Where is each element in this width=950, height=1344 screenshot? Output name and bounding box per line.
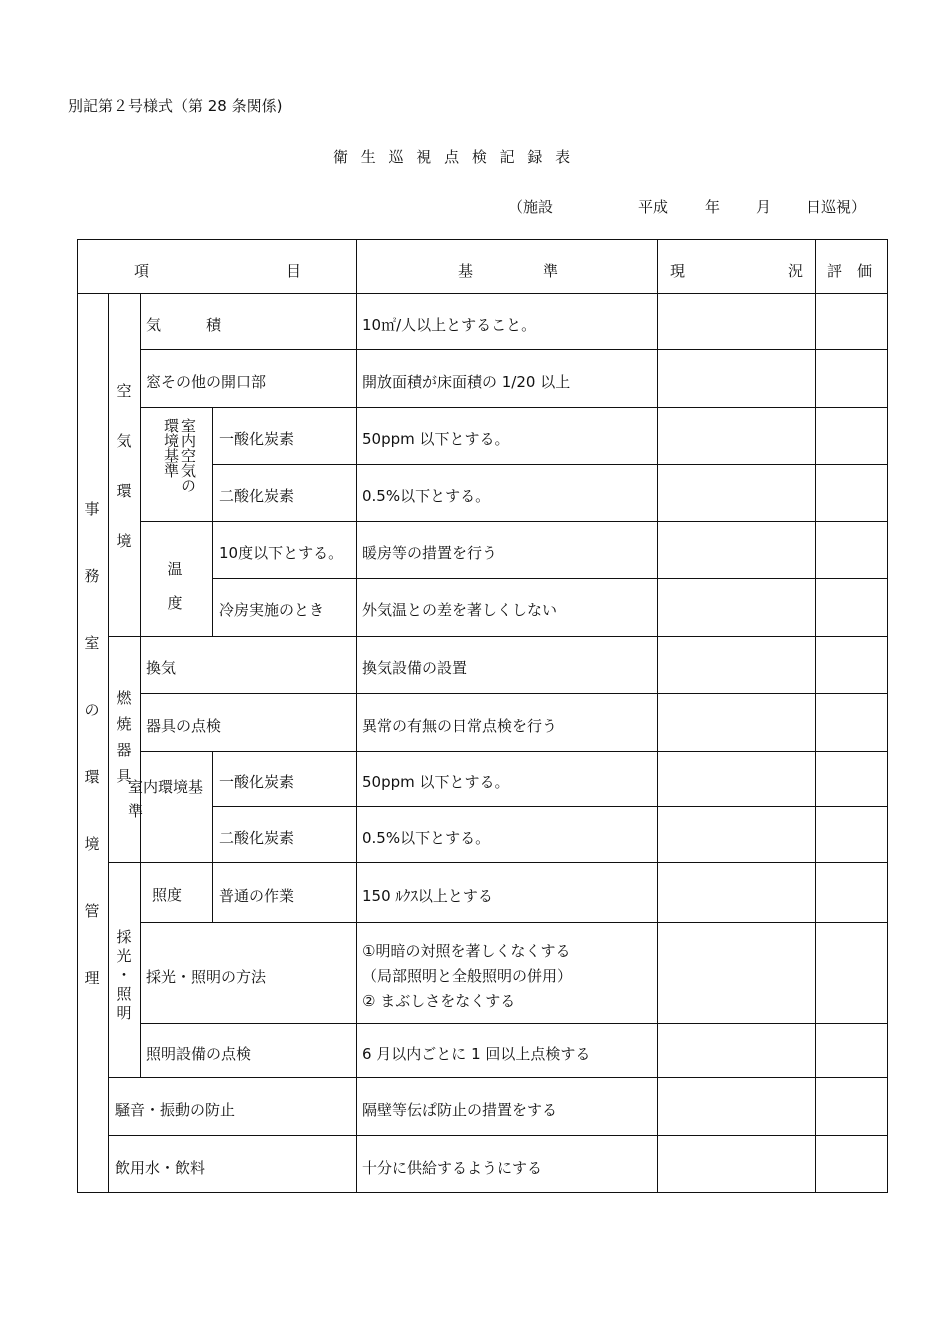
row-item-carbon-dioxide-2: 二酸化炭素	[219, 829, 295, 847]
col-main-category	[108, 293, 109, 1193]
row-item-drinking-water: 飲用水・飲料	[115, 1159, 206, 1177]
row-line	[212, 578, 888, 579]
row-standard-equipment-check: 異常の有無の日常点検を行う	[362, 717, 558, 735]
table-border-right	[887, 239, 888, 1193]
row-standard-lighting-check: 6 月以内ごとに 1 回以上点検する	[362, 1045, 591, 1063]
row-line	[140, 1023, 888, 1024]
row-line	[140, 407, 888, 408]
row-item-cooling: 冷房実施のとき	[219, 601, 325, 619]
table-border-top	[77, 239, 888, 240]
header-item-right: 目	[286, 262, 302, 280]
indoor-standard-label	[128, 775, 208, 823]
row-line	[140, 521, 888, 522]
row-item-ventilation: 換気	[146, 659, 177, 677]
category-office-environment: 事 務 室 の 環 境 管 理	[84, 500, 100, 987]
row-item-carbon-monoxide: 一酸化炭素	[219, 430, 295, 448]
col-indoor-standard	[212, 751, 213, 863]
facility-label: （施設	[508, 198, 554, 216]
row-standard-carbon-dioxide: 0.5%以下とする。	[362, 487, 491, 505]
header-status-left: 現	[670, 262, 686, 280]
row-standard-drinking-water: 十分に供給するようにする	[362, 1159, 543, 1177]
header-evaluation: 評 価	[827, 262, 873, 280]
header-standard-left: 基	[458, 262, 474, 280]
row-line	[212, 806, 888, 807]
row-line	[108, 636, 888, 637]
header-item-left: 項	[134, 262, 150, 280]
row-standard-carbon-monoxide: 50ppm 以下とする。	[362, 430, 510, 448]
form-number: 別記第２号様式（第 28 条関係)	[68, 97, 283, 115]
row-item-equipment-check: 器具の点検	[146, 717, 222, 735]
header-divider	[77, 293, 888, 294]
category-air-environment: 空 気 環 境	[116, 382, 132, 550]
indoor-air-standard-text: 室内空気の環境基準	[162, 418, 197, 493]
row-line	[108, 1135, 888, 1136]
month-label: 月	[756, 198, 772, 216]
row-item-lighting-check: 照明設備の点検	[146, 1045, 252, 1063]
page-title: 衛 生 巡 視 点 検 記 録 表	[333, 148, 575, 166]
col-sub-category	[140, 293, 141, 1077]
row-item-noise-vibration: 騒音・振動の防止	[115, 1101, 236, 1119]
indoor-standard-text: 室内環境基準	[128, 778, 204, 820]
row-item-low-temperature: 10度以下とする。	[219, 544, 344, 562]
row-item-carbon-dioxide: 二酸化炭素	[219, 487, 295, 505]
row-standard-ventilation: 換気設備の設置	[362, 659, 468, 677]
category-lighting: 採 光 ・ 照 明	[116, 928, 132, 1022]
row-item-carbon-monoxide-2: 一酸化炭素	[219, 773, 295, 791]
col-standard-left	[356, 239, 357, 1193]
illuminance-label: 照度	[152, 886, 183, 904]
row-standard-cooling: 外気温との差を著しくしない	[362, 601, 558, 619]
era-label: 平成	[638, 198, 669, 216]
row-line	[140, 693, 888, 694]
row-standard-lighting-1: ①明暗の対照を著しくなくする	[362, 942, 571, 960]
row-line	[108, 862, 888, 863]
row-item-air-volume: 気 積	[146, 316, 222, 334]
row-item-window-opening: 窓その他の開口部	[146, 373, 267, 391]
table-border-left	[77, 239, 78, 1193]
row-standard-noise-vibration: 隔壁等伝ぱ防止の措置をする	[362, 1101, 558, 1119]
row-item-lighting-method: 採光・照明の方法	[146, 968, 267, 986]
header-status-right: 況	[788, 262, 804, 280]
row-standard-window-opening: 開放面積が床面積の 1/20 以上	[362, 373, 571, 391]
row-line	[140, 349, 888, 350]
category-temperature: 温 度	[167, 560, 183, 612]
col-illuminance	[212, 862, 213, 923]
row-item-normal-work: 普通の作業	[219, 887, 295, 905]
row-standard-normal-work: 150 ﾙｸｽ以上とする	[362, 887, 493, 905]
row-standard-lighting-2: （局部照明と全般照明の併用）	[362, 967, 573, 985]
row-standard-low-temperature: 暖房等の措置を行う	[362, 544, 498, 562]
category-combustion-equipment: 燃 焼 器 具	[116, 689, 132, 785]
day-label: 日巡視）	[806, 198, 867, 216]
row-line	[108, 1077, 888, 1078]
row-standard-carbon-dioxide-2: 0.5%以下とする。	[362, 829, 491, 847]
row-line	[140, 922, 888, 923]
table-border-bottom	[77, 1192, 888, 1193]
year-label: 年	[705, 198, 721, 216]
row-standard-lighting-3: ② まぶしさをなくする	[362, 992, 516, 1010]
row-standard-carbon-monoxide-2: 50ppm 以下とする。	[362, 773, 510, 791]
col-status-left	[657, 239, 658, 1193]
category-indoor-air-standard	[152, 418, 196, 502]
row-line	[140, 751, 888, 752]
row-standard-air-volume: 10㎡/人以上とすること。	[362, 316, 537, 334]
col-eval-left	[815, 239, 816, 1193]
row-line	[212, 464, 888, 465]
header-standard-right: 準	[543, 262, 559, 280]
